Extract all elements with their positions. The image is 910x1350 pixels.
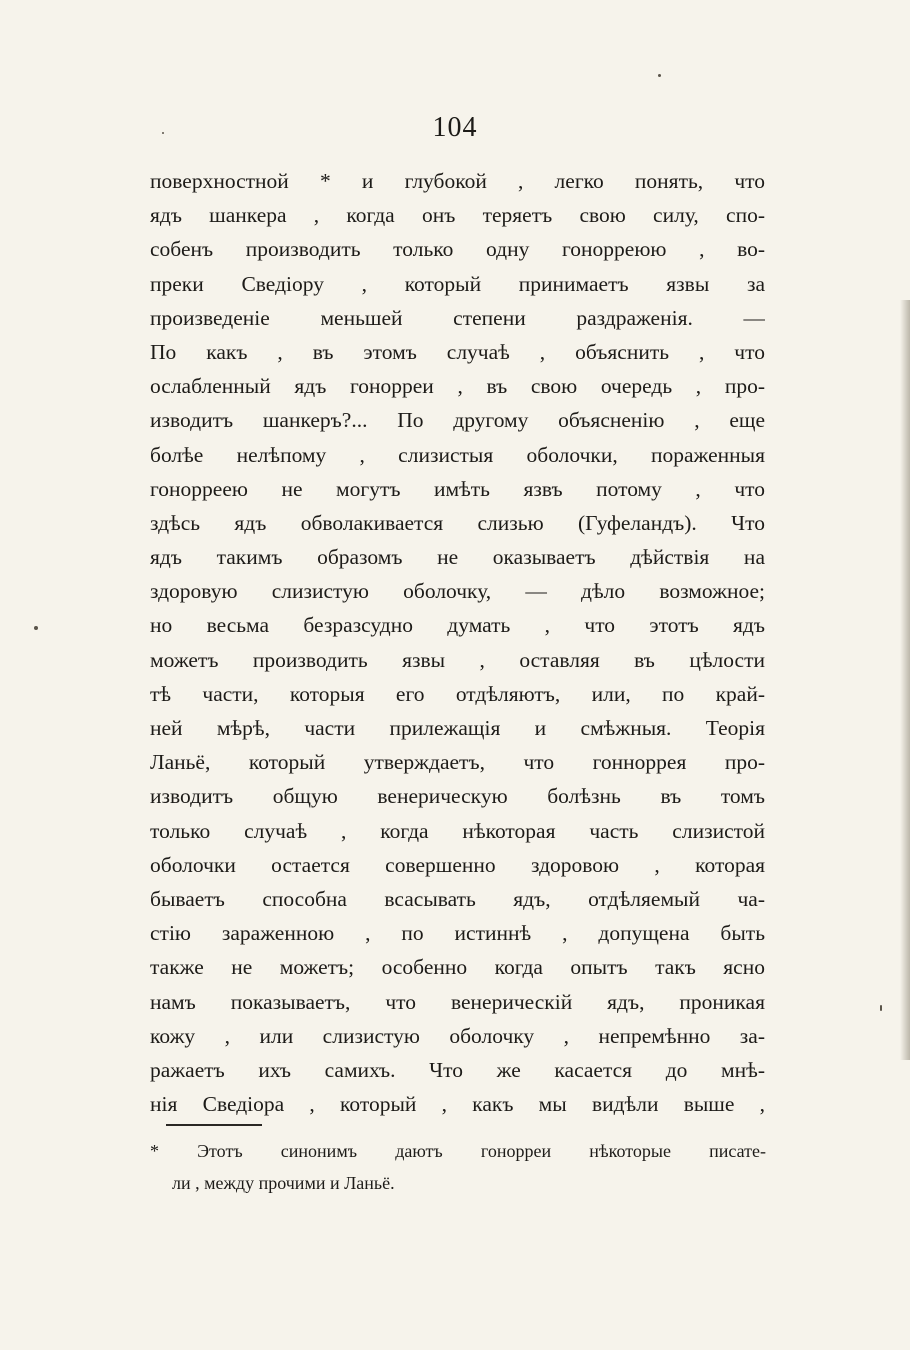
text-line: поверхностной * и глубокой , легко понять, что	[150, 169, 765, 193]
footnote-line: ли , между прочими и Ланьё.	[172, 1173, 395, 1193]
paper-speck	[880, 1005, 882, 1011]
text-line: изводитъ шанкеръ?... По другому объясненію , еще	[150, 408, 765, 433]
paper-speck	[162, 132, 164, 134]
text-line: ядъ шанкера , когда онъ теряетъ свою силу, спо-	[150, 203, 765, 228]
text-line: ядъ такимъ образомъ не оказываетъ дѣйствія на	[150, 545, 765, 570]
text-line: гонорреею не могутъ имѣть язвъ потому , что	[150, 476, 765, 501]
text-line: По какъ , въ этомъ случаѣ , объяснить , что	[150, 339, 765, 364]
text-line: бываетъ способна всасывать ядъ, отдѣляемый ча-	[150, 886, 765, 911]
paper-speck	[34, 626, 38, 630]
page-number: 104	[432, 112, 478, 143]
text-line: произведеніе меньшей степени раздраженія. —	[150, 305, 765, 330]
text-line: собенъ производить только одну гонорреюю , во-	[150, 237, 765, 262]
text-line: нія Сведіора , который , какъ мы видѣли выше ,	[150, 1092, 765, 1117]
text-line: кожу , или слизистую оболочку , непремѣнно за-	[150, 1023, 765, 1048]
text-line: стію зараженною , по истиннѣ , допущена быть	[150, 921, 765, 946]
text-line: ослабленный ядъ гонорреи , въ свою очередь , про-	[150, 374, 765, 399]
text-line: преки Сведіору , который принимаетъ язвы за	[150, 271, 765, 296]
text-line: здоровую слизистую оболочку, — дѣло возможное;	[150, 579, 765, 604]
footnote	[150, 1135, 766, 1199]
text-line: оболочки остается совершенно здоровою , которая	[150, 852, 765, 877]
text-line: ней мѣрѣ, части прилежащія и смѣжныя. Теорія	[150, 716, 765, 740]
text-line: намъ показываетъ, что венерическій ядъ, проникая	[150, 989, 765, 1014]
text-line: Ланьё, который утверждаетъ, что гонноррея про-	[150, 750, 765, 775]
text-line: также не можетъ; особенно когда опытъ такъ ясно	[150, 955, 765, 980]
text-line: можетъ производить язвы , оставляя въ цѣлости	[150, 647, 765, 672]
paper-speck	[658, 74, 661, 77]
text-line: но весьма безразсудно думать , что этотъ ядъ	[150, 613, 765, 638]
text-line: тѣ части, которыя его отдѣляютъ, или, по край-	[150, 681, 765, 706]
text-line: здѣсь ядъ обволакивается слизью (Гуфеландъ). Что	[150, 510, 765, 535]
page-edge-shadow	[900, 300, 910, 1060]
footnote-rule	[166, 1124, 262, 1126]
text-line: только случаѣ , когда нѣкоторая часть слизистой	[150, 818, 765, 843]
footnote-line: * Этотъ синонимъ даютъ гонорреи нѣкоторые писате-	[150, 1141, 766, 1161]
text-line: ражаетъ ихъ самихъ. Что же касается до мнѣ-	[150, 1057, 765, 1082]
text-line: болѣе нелѣпому , слизистыя оболочки, пораженныя	[150, 442, 765, 467]
body-text	[150, 164, 765, 1121]
text-line: изводитъ общую венерическую болѣзнь въ томъ	[150, 784, 765, 809]
